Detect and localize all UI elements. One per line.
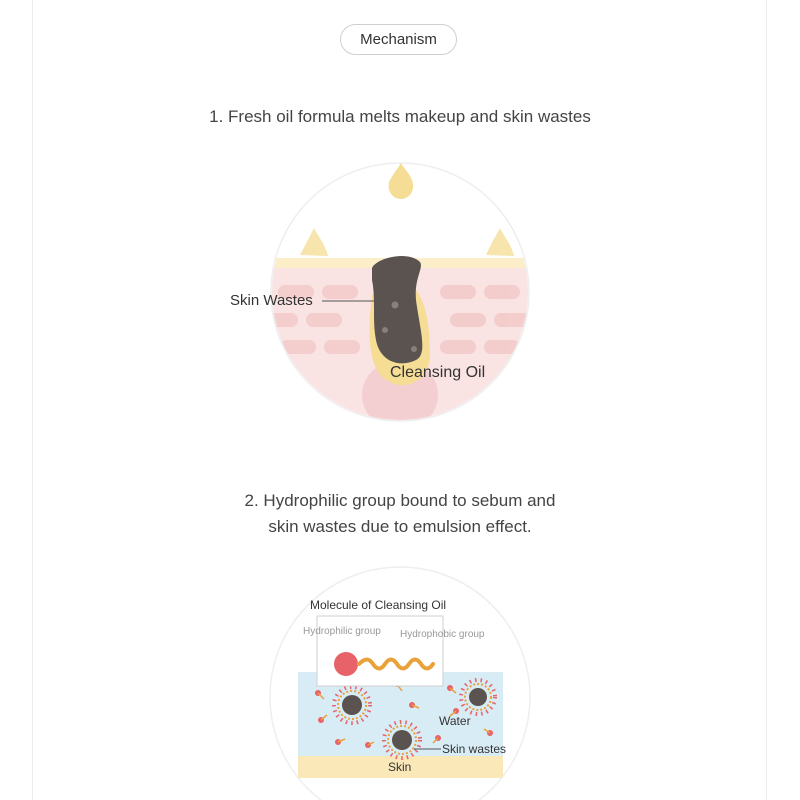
hydrophilic-label: Hydrophilic group — [303, 626, 381, 637]
skin-wastes-label: Skin Wastes — [230, 292, 313, 309]
cleansing-oil-label: Cleansing Oil — [390, 364, 486, 381]
hydrophobic-label: Hydrophobic group — [400, 629, 485, 640]
skin-wastes-label-2: Skin wastes — [442, 742, 507, 756]
water-label: Water — [439, 714, 471, 728]
hydrophilic-head-icon — [334, 652, 358, 676]
step2-caption-line1: 2. Hydrophilic group bound to sebum and — [244, 491, 556, 510]
skin-label: Skin — [388, 760, 412, 774]
step1-caption: 1. Fresh oil formula melts makeup and skin wastes — [209, 107, 591, 126]
molecule-title: Molecule of Cleansing Oil — [310, 598, 447, 612]
step2-caption-line2: skin wastes due to emulsion effect. — [268, 517, 532, 536]
mechanism-badge-label: Mechanism — [360, 31, 437, 48]
